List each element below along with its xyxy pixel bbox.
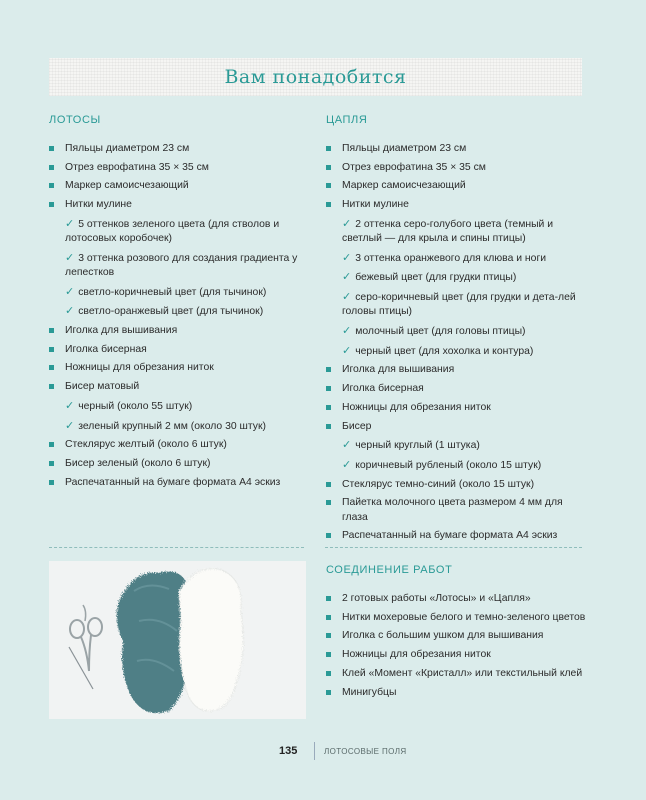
sub-list-item — [65, 251, 311, 280]
sub-list — [342, 438, 588, 473]
list-item — [326, 611, 588, 625]
sub-list-item — [65, 217, 311, 246]
divider-left — [49, 547, 304, 548]
sub-list-item — [65, 304, 311, 319]
sub-list-item — [342, 270, 588, 285]
lotosy-section — [49, 114, 311, 494]
list-item-text: Иголка бисерная — [65, 343, 147, 355]
section-name: ЛОТОСОВЫЕ ПОЛЯ — [324, 747, 407, 756]
list-item — [326, 161, 588, 175]
divider-right — [325, 547, 582, 548]
list-item-text: Нитки мулине — [65, 199, 132, 211]
list-item — [326, 529, 588, 543]
sub-list-item — [342, 344, 588, 359]
sub-list-item-text: коричневый рубленый (около 15 штук) — [355, 459, 542, 471]
list-item-text: 2 готовых работы «Лотосы» и «Цапля» — [342, 593, 531, 604]
checkmark-icon: ✓ — [342, 251, 352, 264]
list-item-text: Пайетка молочного цвета размером 4 мм для глаза — [342, 497, 563, 523]
sub-list-item-text: зеленый крупный 2 мм (около 30 штук) — [78, 420, 266, 432]
sub-list-item-text: светло-коричневый цвет (для тычинок) — [78, 286, 267, 298]
join-section — [326, 564, 588, 704]
sub-list-item-text: светло-оранжевый цвет (для тычинок) — [78, 306, 264, 318]
sub-list-item-text: серо-коричневый цвет (для грудки и дета-лей головы птицы) — [342, 292, 576, 318]
sub-list-item — [342, 438, 588, 453]
sub-list-item — [342, 217, 588, 246]
sub-list-item — [342, 324, 588, 339]
join-heading: СОЕДИНЕНИЕ РАБОТ — [326, 564, 453, 576]
list-item-text: Маркер самоисчезающий — [65, 180, 189, 192]
list-item — [326, 401, 588, 415]
list-item — [326, 198, 588, 359]
lotosy-list — [49, 142, 311, 490]
list-item — [49, 438, 311, 452]
list-item — [326, 686, 588, 700]
checkmark-icon: ✓ — [342, 325, 352, 338]
list-item-text: Бисер зеленый (около 6 штук) — [65, 457, 211, 469]
materials-illustration — [49, 561, 306, 719]
lotosy-heading: ЛОТОСЫ — [49, 114, 101, 126]
list-item-text: Нитки мулине — [342, 199, 409, 211]
checkmark-icon: ✓ — [342, 217, 352, 230]
sub-list-item-text: черный (около 55 штук) — [78, 400, 193, 412]
list-item-text: Иголка для вышивания — [342, 364, 455, 376]
list-item — [326, 629, 588, 643]
list-item — [49, 198, 311, 319]
list-item — [326, 667, 588, 681]
list-item — [326, 478, 588, 492]
checkmark-icon: ✓ — [65, 399, 75, 412]
checkmark-icon: ✓ — [65, 305, 75, 318]
list-item-text: Иголка с большим ушком для вышивания — [342, 630, 544, 642]
list-item-text: Стеклярус темно-синий (около 15 штук) — [342, 478, 535, 490]
list-item-text: Стеклярус желтый (около 6 штук) — [65, 439, 227, 451]
sub-list-item-text: 3 оттенка оранжевого для клюва и ноги — [355, 252, 547, 264]
list-item-text: Ножницы для обрезания ниток — [65, 362, 214, 374]
list-item — [326, 592, 588, 606]
list-item — [49, 457, 311, 471]
list-item-text: Клей «Момент «Кристалл» или текстильный клей — [342, 667, 583, 679]
tsaplya-list — [326, 142, 588, 543]
sub-list-item — [65, 419, 311, 434]
list-item — [49, 324, 311, 338]
tsaplya-section — [326, 114, 588, 548]
list-item-text: Отрез еврофатина 35 × 35 см — [342, 161, 486, 173]
checkmark-icon: ✓ — [65, 285, 75, 298]
sub-list-item-text: молочный цвет (для головы птицы) — [355, 326, 526, 338]
list-item-text: Бисер — [342, 420, 372, 432]
list-item — [49, 142, 311, 156]
list-item-text: Отрез еврофатина 35 × 35 см — [65, 161, 209, 173]
list-item — [326, 142, 588, 156]
list-item-text: Ножницы для обрезания ниток — [342, 401, 491, 413]
checkmark-icon: ✓ — [342, 458, 352, 471]
sub-list-item-text: черный цвет (для хохолка и контура) — [355, 345, 534, 357]
sub-list-item-text: черный круглый (1 штука) — [355, 440, 480, 452]
list-item — [326, 496, 588, 524]
list-item-text: Иголка бисерная — [342, 383, 424, 395]
sub-list-item — [342, 458, 588, 473]
sub-list-item — [342, 251, 588, 266]
list-item — [326, 420, 588, 474]
sub-list-item — [65, 399, 311, 414]
checkmark-icon: ✓ — [342, 271, 352, 284]
sub-list-item — [342, 290, 588, 319]
sub-list — [342, 217, 588, 359]
sub-list-item-text: 5 оттенков зеленого цвета (для стволов и лотосовых коробочек) — [65, 218, 280, 245]
sub-list — [65, 217, 311, 320]
checkmark-icon: ✓ — [342, 291, 352, 304]
materials-photo — [49, 561, 306, 719]
list-item-text: Пяльцы диаметром 23 см — [65, 143, 190, 154]
checkmark-icon: ✓ — [65, 217, 75, 230]
list-item-text: Ножницы для обрезания ниток — [342, 649, 491, 661]
sub-list-item-text: 2 оттенка серо-голубого цвета (темный и светлый — для крыла и спины птицы) — [342, 218, 554, 245]
list-item-text: Распечатанный на бумаге формата А4 эскиз — [342, 530, 558, 542]
footer-separator — [314, 742, 315, 760]
list-item-text: Маркер самоисчезающий — [342, 180, 466, 192]
list-item — [326, 382, 588, 396]
list-item — [49, 161, 311, 175]
white-mohair-yarn — [179, 569, 243, 712]
list-item — [326, 179, 588, 193]
join-list — [326, 592, 588, 700]
list-item-text: Бисер матовый — [65, 381, 140, 393]
list-item-text: Иголка для вышивания — [65, 325, 178, 337]
page-number: 135 — [279, 745, 298, 757]
sub-list-item-text: бежевый цвет (для грудки птицы) — [355, 272, 517, 284]
list-item-text: Нитки мохеровые белого и темно-зеленого цветов — [342, 611, 586, 623]
list-item — [326, 363, 588, 377]
list-item — [49, 343, 311, 357]
tsaplya-heading: ЦАПЛЯ — [326, 114, 368, 126]
list-item-text: Пяльцы диаметром 23 см — [342, 143, 467, 154]
checkmark-icon: ✓ — [342, 439, 352, 452]
list-item — [326, 648, 588, 662]
list-item-text: Распечатанный на бумаге формата А4 эскиз — [65, 476, 281, 488]
checkmark-icon: ✓ — [65, 419, 75, 432]
sub-list-item-text: 3 оттенка розового для создания градиента у лепестков — [65, 252, 298, 278]
list-item — [49, 380, 311, 434]
checkmark-icon: ✓ — [342, 344, 352, 357]
sub-list — [65, 399, 311, 434]
list-item-text: Минигубцы — [342, 686, 397, 698]
checkmark-icon: ✓ — [65, 251, 75, 264]
title-band — [49, 58, 582, 96]
list-item — [49, 476, 311, 490]
sub-list-item — [65, 285, 311, 300]
list-item — [49, 179, 311, 193]
list-item — [49, 361, 311, 375]
page-title: Вам понадобится — [224, 66, 407, 88]
